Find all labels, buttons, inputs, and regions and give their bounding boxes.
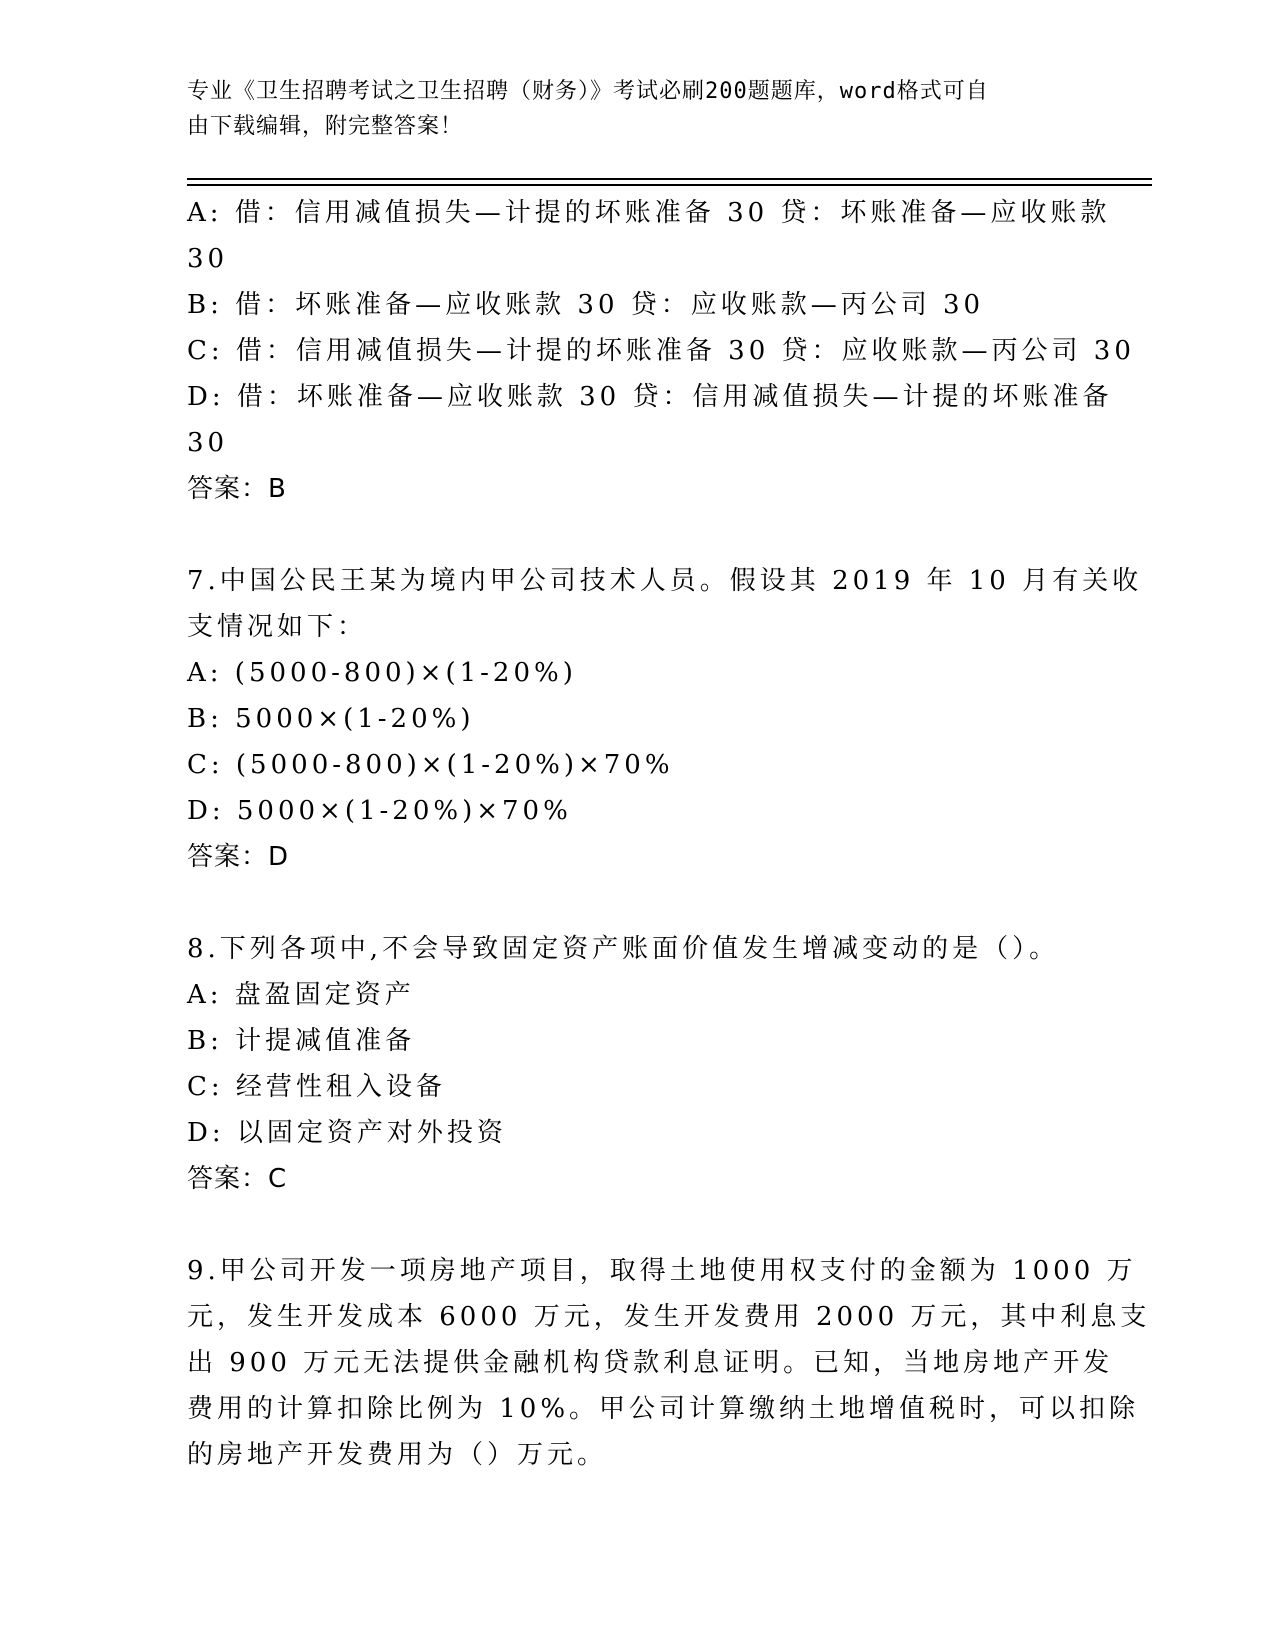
question-7-block [187, 558, 1143, 880]
q6-option-d-line-2: 30 [187, 428, 229, 458]
document-header [187, 74, 1067, 144]
question-8-block [187, 926, 1087, 1202]
spacer [187, 1202, 1087, 1248]
header-divider-top [187, 178, 1152, 180]
q6-option-a-line-1: A: 借：信用减值损失—计提的坏账准备 30 贷：坏账准备—应收账款 [187, 198, 1111, 228]
q8-option-d: D: 以固定资产对外投资 [187, 1118, 507, 1148]
q7-answer: 答案：D [187, 842, 290, 872]
q9-stem-line-4: 费用的计算扣除比例为 10%。甲公司计算缴纳土地增值税时，可以扣除 [187, 1394, 1140, 1424]
header-divider-bottom [187, 184, 1152, 186]
q7-option-a: A: (5000-800)×(1-20%) [187, 658, 577, 688]
question-6-block [187, 190, 1135, 512]
q6-option-c: C: 借：信用减值损失—计提的坏账准备 30 贷：应收账款—丙公司 30 [187, 336, 1135, 366]
q8-option-b: B: 计提减值准备 [187, 1026, 416, 1056]
q7-stem-line-2: 支情况如下： [187, 612, 368, 642]
q6-answer: 答案：B [187, 474, 287, 504]
question-9-block [187, 1248, 1151, 1478]
q7-option-d: D: 5000×(1-20%)×70% [187, 796, 572, 826]
q9-stem-line-2: 元，发生开发成本 6000 万元，发生开发费用 2000 万元，其中利息支 [187, 1302, 1151, 1332]
q6-option-b: B: 借：坏账准备—应收账款 30 贷：应收账款—丙公司 30 [187, 290, 985, 320]
q6-option-a-line-2: 30 [187, 244, 229, 274]
q8-stem: 8.下列各项中,不会导致固定资产账面价值发生增减变动的是（）。 [187, 934, 1060, 964]
q8-option-c: C: 经营性租入设备 [187, 1072, 446, 1102]
q6-option-d-line-1: D: 借：坏账准备—应收账款 30 贷：信用减值损失—计提的坏账准备 [187, 382, 1113, 412]
q7-option-b: B: 5000×(1-20%) [187, 704, 475, 734]
q7-stem-line-1: 7.中国公民王某为境内甲公司技术人员。假设其 2019 年 10 月有关收 [187, 566, 1143, 596]
header-title-line-2: 由下载编辑，附完整答案！ [187, 114, 464, 139]
q8-answer: 答案：C [187, 1164, 288, 1194]
q7-option-c: C: (5000-800)×(1-20%)×70% [187, 750, 674, 780]
q8-option-a: A: 盘盈固定资产 [187, 980, 415, 1010]
q9-stem-line-1: 9.甲公司开发一项房地产项目，取得土地使用权支付的金额为 1000 万 [187, 1256, 1137, 1286]
q9-stem-line-5: 的房地产开发费用为（）万元。 [187, 1440, 608, 1470]
spacer [187, 512, 1087, 558]
q9-stem-line-3: 出 900 万元无法提供金融机构贷款利息证明。已知，当地房地产开发 [187, 1348, 1114, 1378]
header-title-line-1: 专业《卫生招聘考试之卫生招聘（财务）》考试必刷200题题库，word格式可自 [187, 79, 989, 104]
spacer [187, 880, 1087, 926]
question-content [187, 190, 1151, 1478]
